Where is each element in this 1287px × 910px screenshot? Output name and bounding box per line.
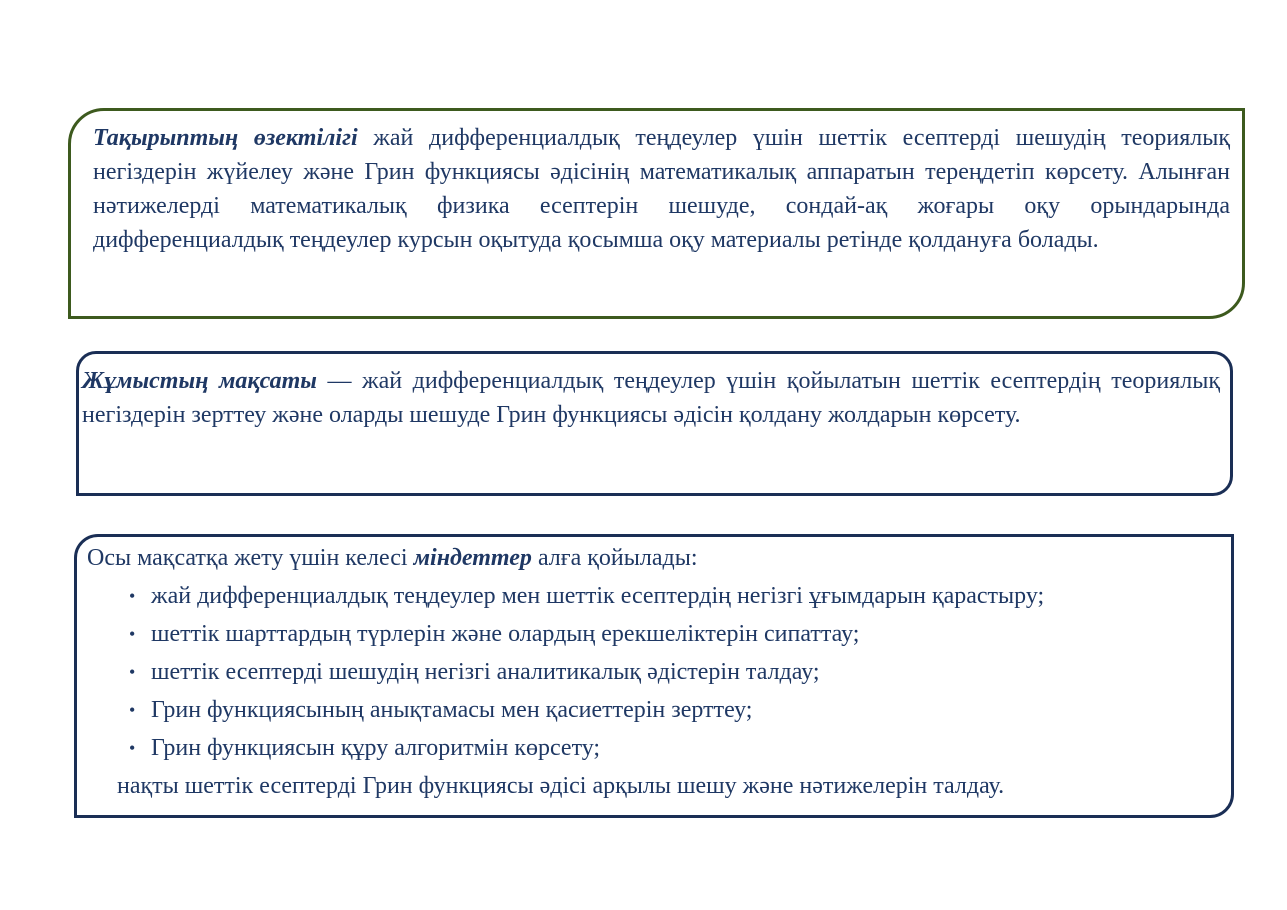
goal-paragraph: [82, 364, 1220, 432]
goal-text: — жай дифференциалдық теңдеулер үшін қойылатын шеттік есептердің теориялық негіздерін зерттеу және оларды шешуде Грин функциясы әдісін қолдану жолдарын көрсету.: [82, 368, 1220, 428]
list-item-text: Грин функциясының анықтамасы мен қасиеттерін зерттеу;: [151, 697, 753, 723]
relevance-box: [68, 108, 1245, 319]
bullet-icon: •: [129, 624, 136, 644]
list-item: [129, 653, 1223, 691]
list-item: [129, 729, 1223, 767]
tasks-intro-before: Осы мақсатқа жету үшін келесі: [87, 545, 414, 571]
tasks-list: [87, 577, 1223, 767]
bullet-icon: •: [129, 700, 136, 720]
list-item-text: шеттік шарттардың түрлерін және олардың ерекшеліктерін сипаттау;: [151, 621, 860, 647]
relevance-text: жай дифференциалдық теңдеулер үшін шеттік есептерді шешудің теориялық негіздерін жүйелеу және Грин функциясы әдісінің математикалық аппаратын тереңдетіп көрсету. Алынған нәтижелерді математикалық физика есептерін шешуде, сондай-ақ жоғары оқу орындарында дифференциалдық теңдеулер курсын оқытуда қосымша оқу материалы ретінде қолдануға болады.: [93, 125, 1230, 253]
tasks-intro-bold: міндеттер: [413, 545, 532, 571]
goal-title: Жұмыстың мақсаты: [82, 368, 317, 394]
list-item: [129, 691, 1223, 729]
relevance-paragraph: [93, 121, 1230, 257]
tasks-box: [74, 534, 1234, 818]
list-item-text: шеттік есептерді шешудің негізгі аналитикалық әдістерін талдау;: [151, 659, 820, 685]
bullet-icon: •: [129, 586, 136, 606]
list-item: [129, 577, 1223, 615]
tasks-intro-after: алға қойылады:: [531, 545, 698, 571]
list-item-text: жай дифференциалдық теңдеулер мен шеттік есептердің негізгі ұғымдарын қарастыру;: [151, 583, 1045, 609]
list-item-text: Грин функциясын құру алгоритмін көрсету;: [151, 735, 601, 761]
tasks-intro: [87, 541, 1223, 575]
bullet-icon: •: [129, 662, 136, 682]
tasks-closing: нақты шеттік есептерді Грин функциясы әдісі арқылы шешу және нәтижелерін талдау.: [117, 773, 1005, 799]
list-item: [129, 615, 1223, 653]
relevance-title: Тақырыптың өзектілігі: [93, 125, 358, 151]
bullet-icon: •: [129, 738, 136, 758]
goal-box: [76, 351, 1233, 496]
